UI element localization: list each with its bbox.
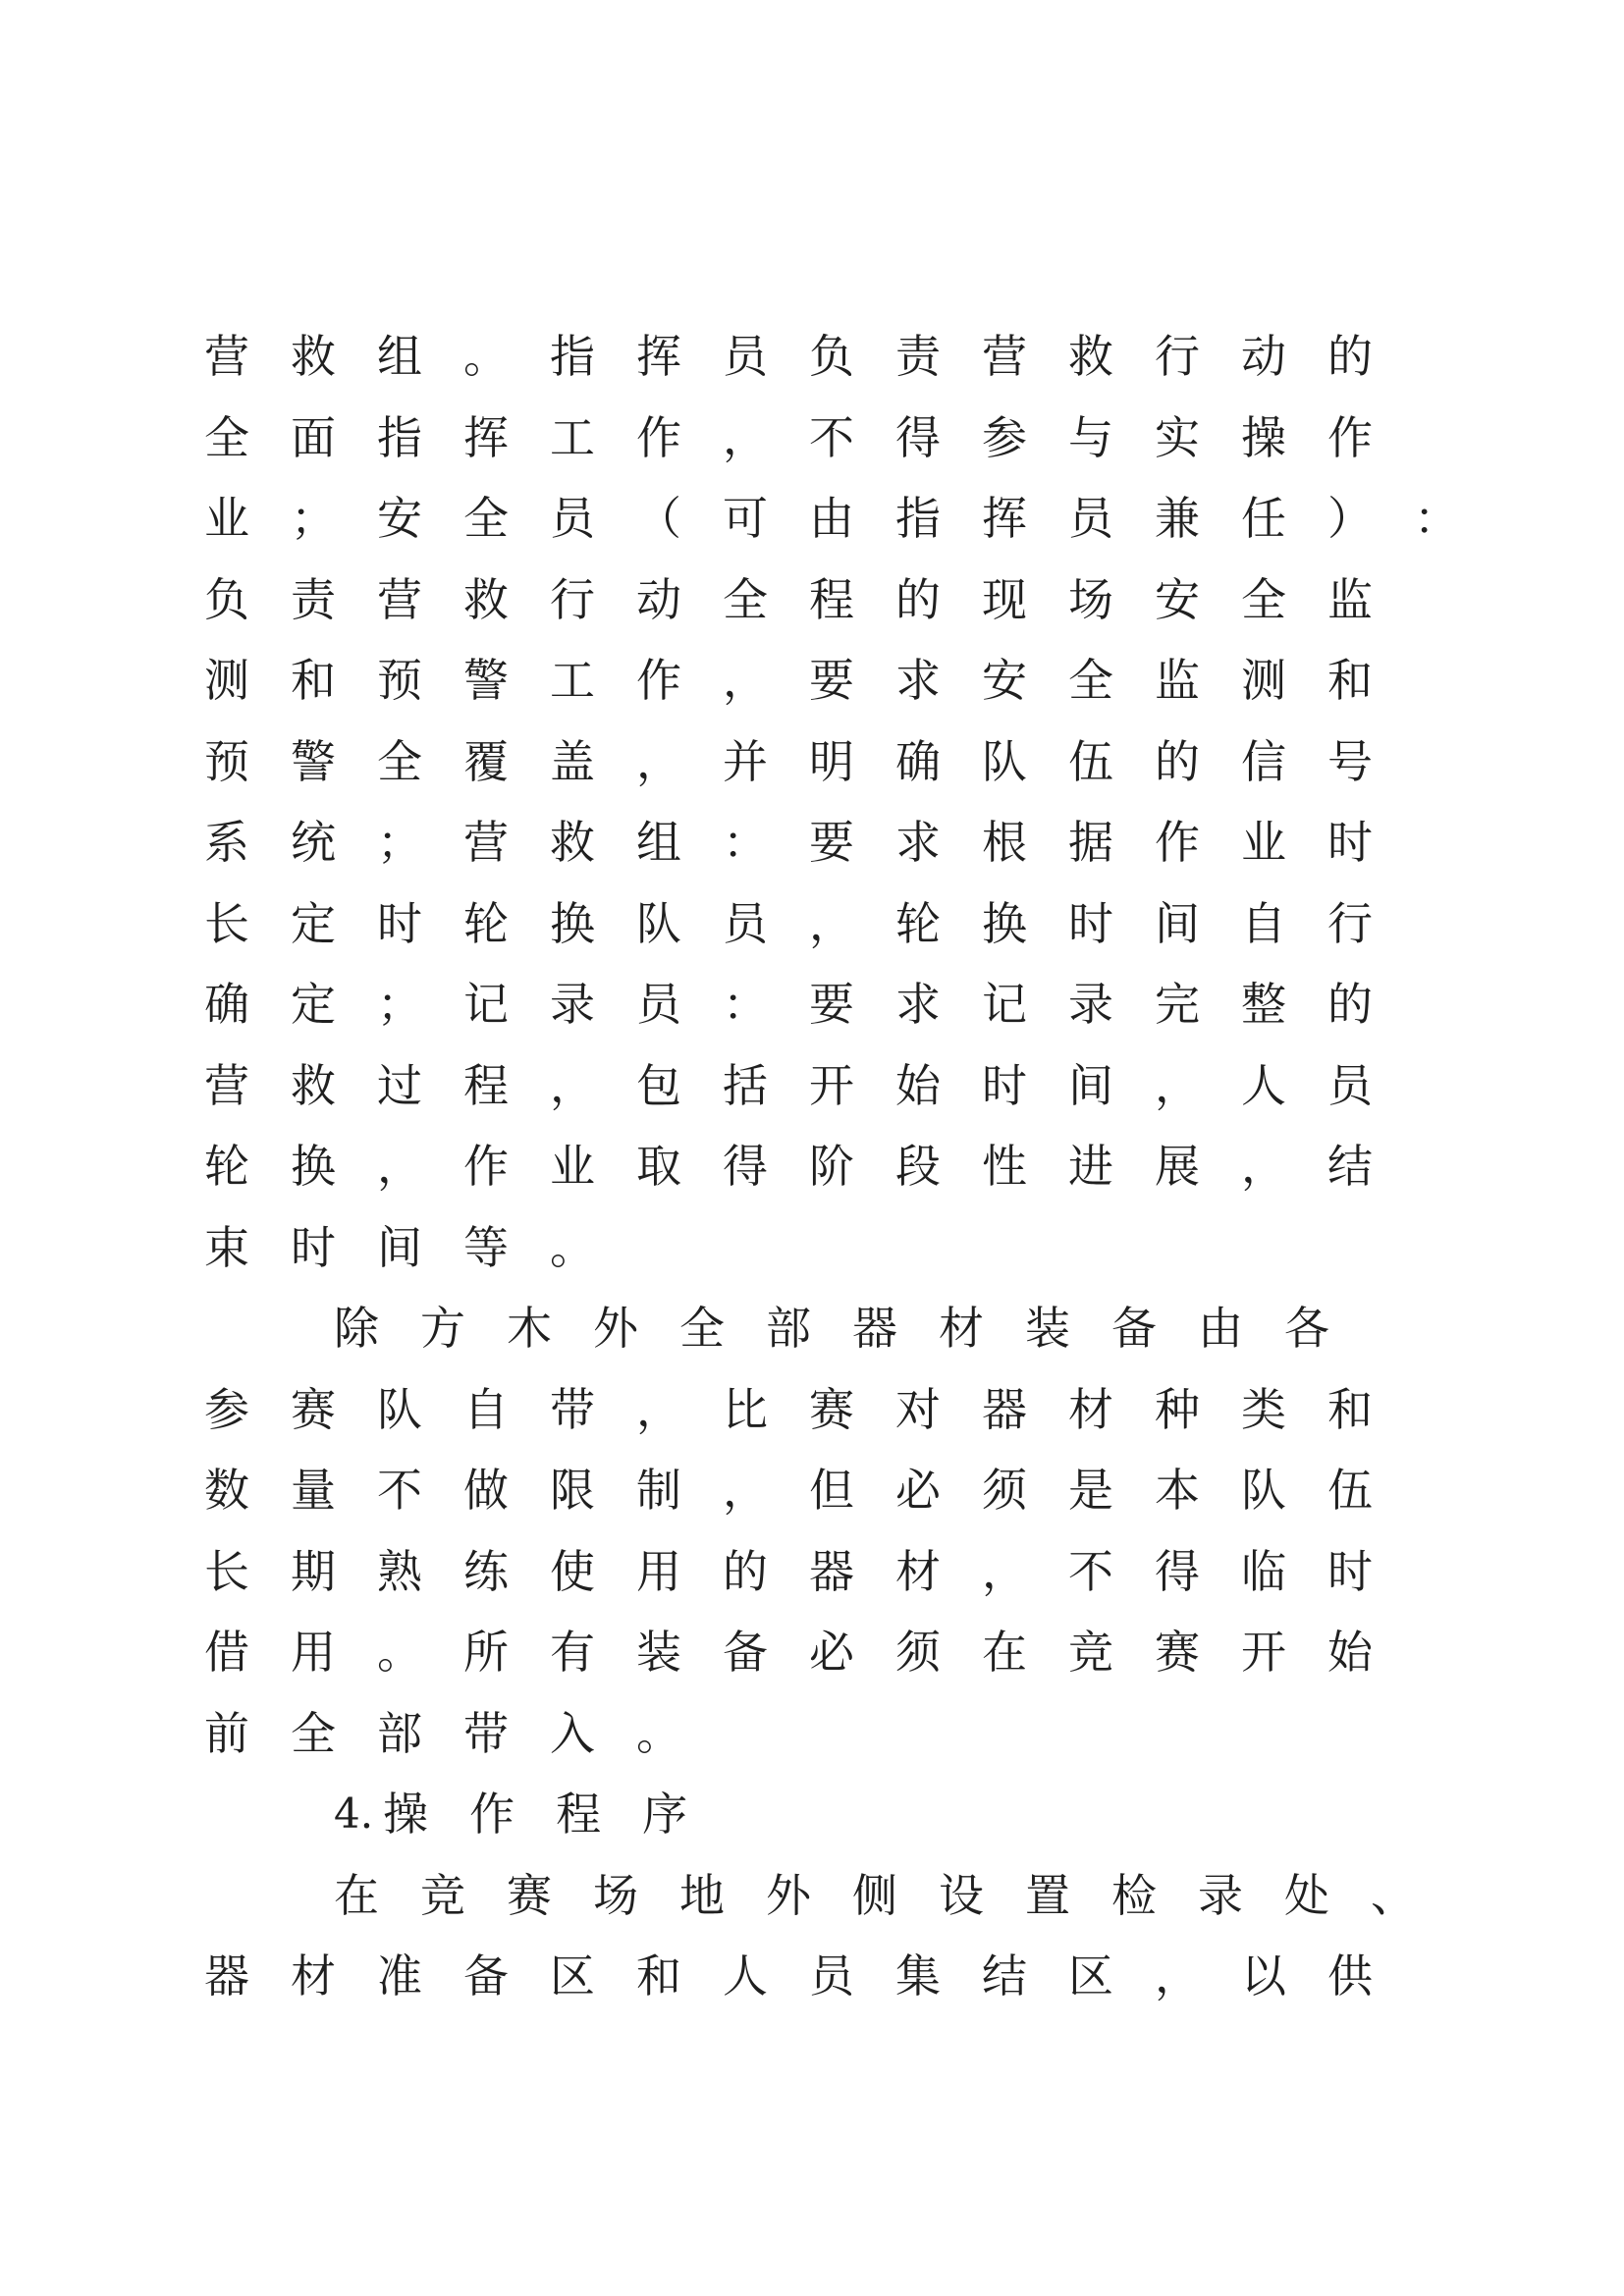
paragraph-line: 除 方 木 外 全 部 器 材 装 备 由 各	[334, 1302, 1329, 1355]
paragraph-line: 负 责 营 救 行 动 全 程 的 现 场 安 全 监	[204, 572, 1373, 626]
paragraph-line: 数 量 不 做 限 制 ， 但 必 须 是 本 队 伍	[204, 1464, 1373, 1517]
paragraph-line: 测 和 预 警 工 作 ， 要 求 安 全 监 测 和	[204, 654, 1373, 707]
paragraph-line: 全 面 指 挥 工 作 ， 不 得 参 与 实 操 作	[204, 410, 1373, 464]
paragraph-line: 营 救 组 。 指 挥 员 负 责 营 救 行 动 的	[204, 330, 1373, 383]
paragraph-line: 长 定 时 轮 换 队 员 ， 轮 换 时 间 自 行	[204, 896, 1373, 950]
paragraph-line: 营 救 过 程 ， 包 括 开 始 时 间 ， 人 员	[204, 1058, 1373, 1112]
paragraph-line: 器 材 准 备 区 和 人 员 集 结 区 ， 以 供	[204, 1949, 1373, 2002]
paragraph-line: 长 期 熟 练 使 用 的 器 材 ， 不 得 临 时	[204, 1544, 1373, 1598]
paragraph-line: 轮 换 ， 作 业 取 得 阶 段 性 进 展 ， 结	[204, 1140, 1373, 1193]
paragraph-line: 前 全 部 带 入 。	[204, 1706, 681, 1760]
paragraph-line: 参 赛 队 自 带 ， 比 赛 对 器 材 种 类 和	[204, 1382, 1373, 1436]
paragraph-line: 系 统 ； 营 救 组 ： 要 求 根 据 作 业 时	[204, 816, 1373, 869]
paragraph-line: 业 ； 安 全 员 （ 可 由 指 挥 员 兼 任 ） ：	[204, 492, 1459, 545]
paragraph-line: 借 用 。 所 有 装 备 必 须 在 竞 赛 开 始	[204, 1626, 1373, 1679]
paragraph-line: 预 警 全 覆 盖 ， 并 明 确 队 伍 的 信 号	[204, 734, 1373, 788]
section-heading: 4. 操 作 程 序	[334, 1788, 688, 1841]
paragraph-line: 在 竞 赛 场 地 外 侧 设 置 检 录 处 、	[334, 1868, 1416, 1922]
paragraph-line: 束 时 间 等 。	[204, 1220, 595, 1274]
paragraph-line: 确 定 ； 记 录 员 ： 要 求 记 录 完 整 的	[204, 978, 1373, 1031]
